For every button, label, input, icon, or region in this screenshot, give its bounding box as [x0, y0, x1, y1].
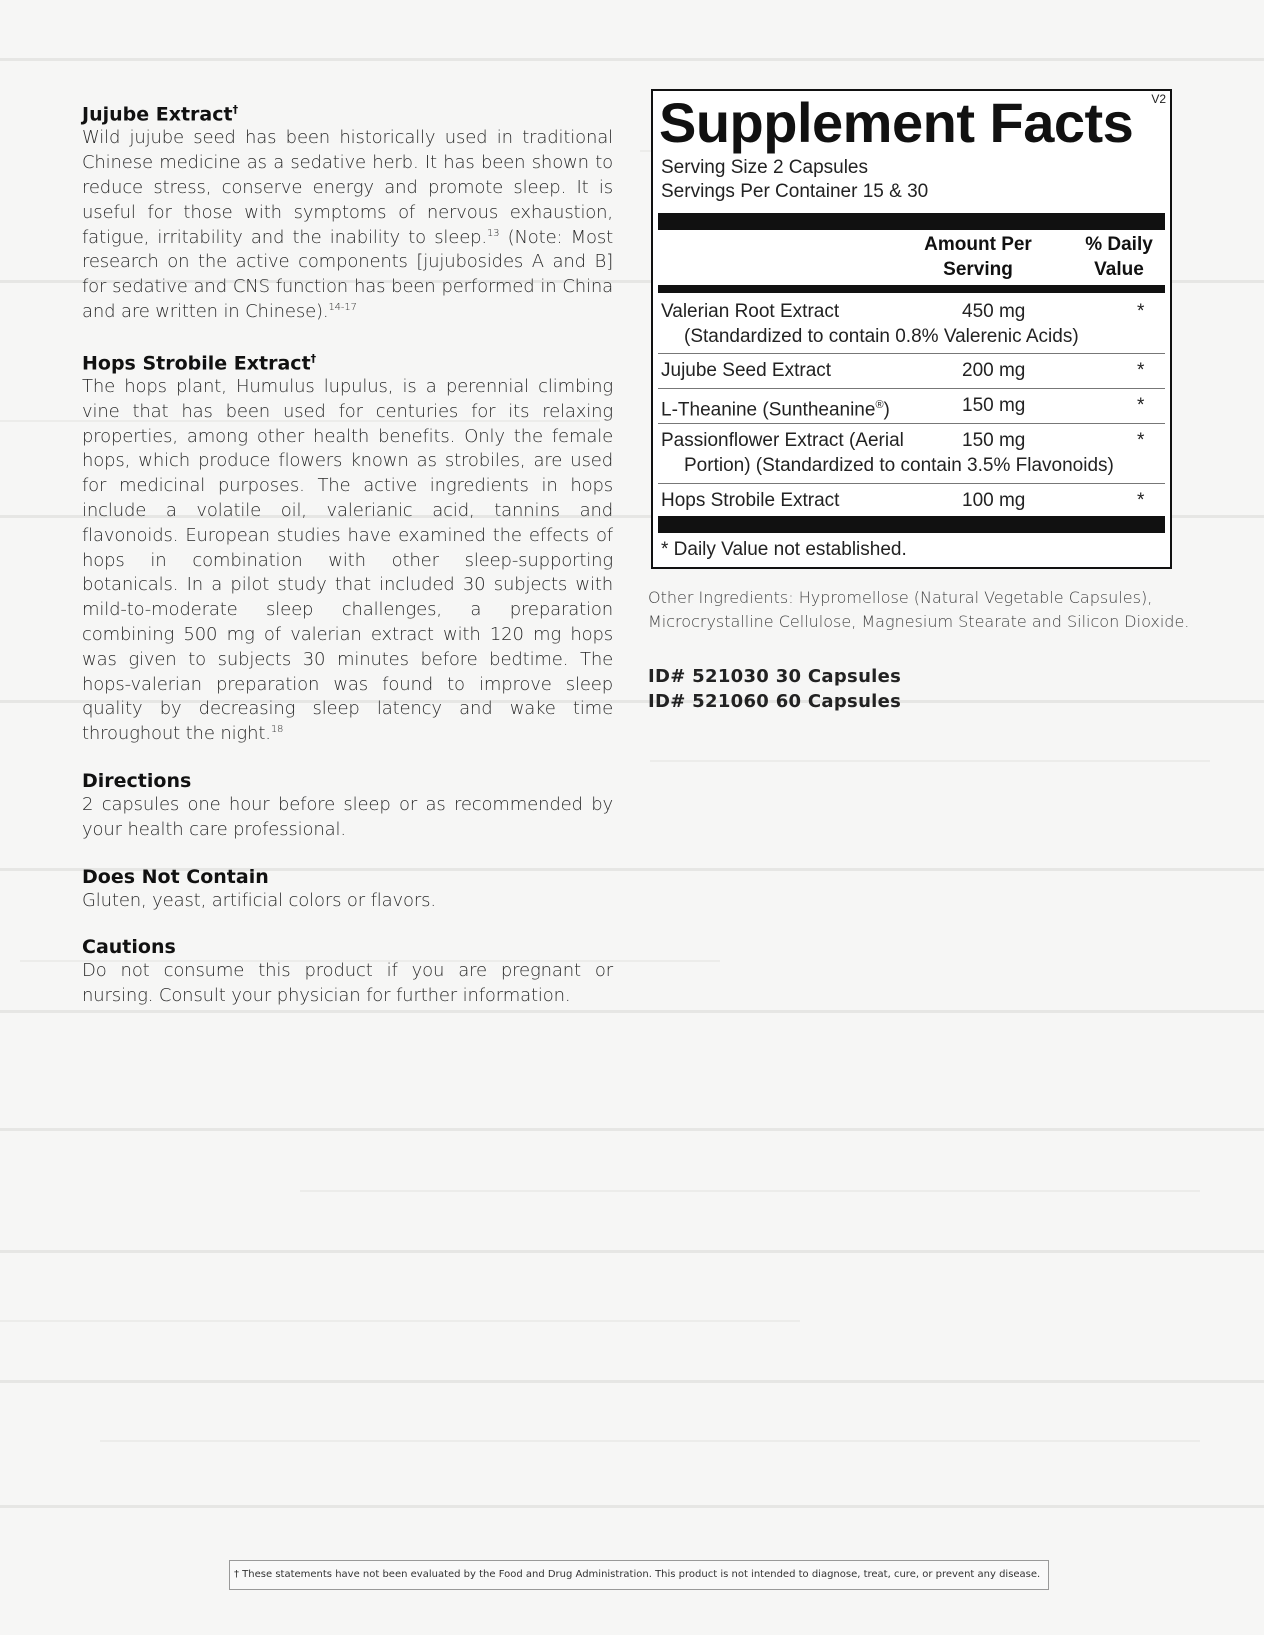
does-not-contain-heading: Does Not Contain — [82, 865, 269, 888]
does-not-contain-section — [82, 865, 613, 914]
wood-grain — [300, 1190, 1200, 1192]
does-not-contain-body: Gluten, yeast, artificial colors or flavors. — [82, 889, 436, 911]
wood-grain — [100, 1440, 1200, 1442]
product-info-column — [82, 98, 613, 1031]
jujube-body: Wild jujube seed has been historically used in traditional Chinese medicine as a sedative herb. It has been shown to reduce stress, conserve energy and promote sleep. It is useful for those with symptoms of nervous exhaustion, fatigue, irritability and the inability to sleep.$^{13}$ (Note: Most research on the active components [jujubosides A and B] for sedative and CNS function has been performed in China and are written in Chinese).$^{14-17}$ — [82, 127, 613, 322]
product-id: ID# 521030 30 Capsules — [648, 666, 902, 687]
wood-grain — [0, 1320, 800, 1322]
fda-disclaimer: † These statements have not been evaluated by the Food and Drug Administration. This product is not intended to diagnose, treat, cure, or prevent any disease. — [229, 1560, 1049, 1590]
amount-header: Amount Per Serving — [924, 234, 1032, 280]
daily-value-header: % Daily Value — [1085, 234, 1153, 280]
facts-title: Supplement Facts — [659, 91, 1134, 154]
medium-divider — [658, 285, 1165, 293]
row-divider — [658, 423, 1165, 424]
hops-section — [82, 347, 613, 747]
plank-seam — [0, 1128, 1264, 1131]
product-id: ID# 521060 60 Capsules — [648, 691, 902, 712]
thick-divider — [658, 213, 1165, 230]
servings-per-container: Servings Per Container 15 & 30 — [661, 181, 929, 202]
directions-section — [82, 769, 613, 843]
wood-grain — [650, 760, 1210, 762]
plank-seam — [0, 1505, 1264, 1508]
row-divider — [658, 483, 1165, 484]
product-ids — [648, 664, 901, 714]
hops-heading: Hops Strobile Extract† — [82, 351, 317, 375]
plank-seam — [0, 58, 1264, 61]
cautions-section — [82, 935, 613, 1009]
daily-value-footnote: * Daily Value not established. — [661, 539, 907, 560]
version-label: V2 — [1151, 92, 1166, 106]
serving-size: Serving Size 2 Capsules — [661, 157, 868, 178]
directions-body: 2 capsules one hour before sleep or as recommended by your health care professional. — [82, 793, 613, 840]
row-divider — [658, 353, 1165, 354]
jujube-heading: Jujube Extract† — [82, 103, 239, 126]
other-ingredients: Other Ingredients: Hypromellose (Natural Vegetable Capsules), Microcrystalline Cellulose, Magnesium Stearate and Silicon Dioxide. — [648, 588, 1190, 631]
row-divider — [658, 388, 1165, 389]
hops-body: The hops plant, Humulus lupulus, is a perennial climbing vine that has been used for centuries for its relaxing properties, among other health benefits. Only the female hops, which produce flowers known as strobiles, are used for medicinal purposes. The active ingredients in hops include a volatile oil, valerianic acid, tannins and flavonoids. European studies have examined the effects of hops in combination with other sleep-supporting botanicals. In a pilot study that included 30 subjects with mild-to-moderate sleep challenges, a preparation combining 500 mg of valerian extract with 120 mg hops was given to subjects 30 minutes before bedtime. The hops-valerian preparation was found to improve sleep quality by decreasing sleep latency and wake time throughout the night.$^{18}$ — [82, 376, 613, 745]
thick-divider — [658, 516, 1165, 533]
jujube-section — [82, 98, 613, 325]
plank-seam — [0, 1250, 1264, 1253]
supplement-facts-panel: V2 Supplement Facts Serving Size 2 Capsules Servings Per Container 15 & 30 Amount Per Serving % Daily Value Valerian Root Extract (Standardized to contain 0.8% Valerenic Acids) 450 mg * Jujube Seed Extract 200 mg * L-Theanine (Suntheanine®) 150 mg * Passionflower Extract (Aerial Portion) (Standardized to contain 3.5% Flavonoids) 150 mg * Hops Strobile Extract 100 mg * * Daily Value not established. — [651, 89, 1172, 569]
plank-seam — [0, 1380, 1264, 1383]
cautions-body: Do not consume this product if you are pregnant or nursing. Consult your physician for further information. — [82, 960, 613, 1007]
cautions-heading: Cautions — [82, 936, 176, 959]
directions-heading: Directions — [82, 769, 192, 792]
